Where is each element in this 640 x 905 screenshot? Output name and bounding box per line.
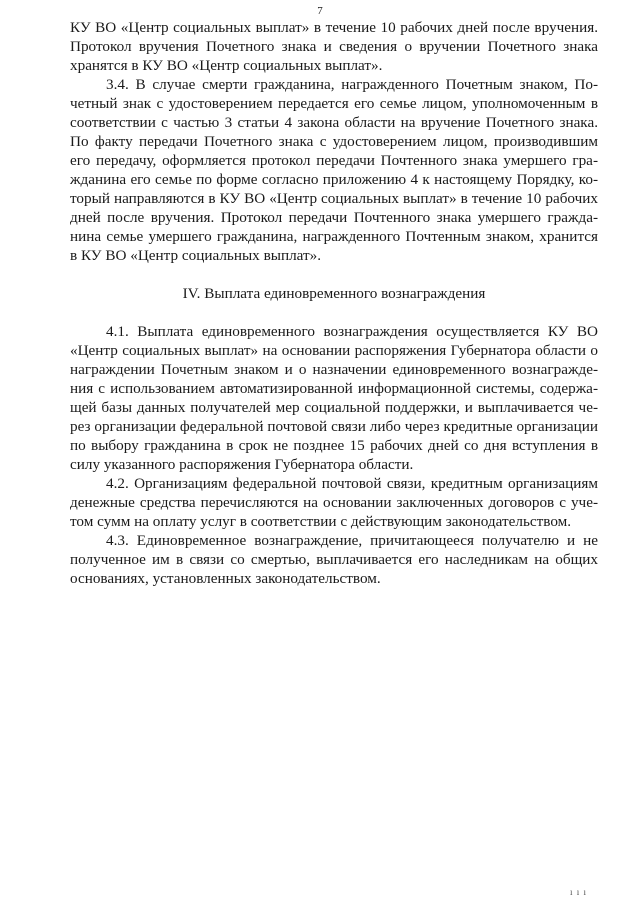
paragraph-4-2: 4.2. Организациям федеральной почтовой связи, кредитным организациям денежные средства перечисляются на основании заключенных договоров с учетом сумм на оплату услуг в соответствии с действующим законодательством. <box>70 475 598 530</box>
paragraph-continuation: КУ ВО «Центр социальных выплат» в течение 10 рабочих дней после вручения. Протокол вручения Почетного знака и сведения о вручении Почетного знака хранятся в КУ ВО «Центр социальных выплат». <box>70 19 598 74</box>
page-number: 7 <box>317 5 323 17</box>
paragraph-4-3: 4.3. Единовременное вознаграждение, причитающееся получателю и не полученное им в связи со смертью, выплачивается его наследникам на общих основаниях, установленных законодательством. <box>70 532 598 587</box>
paragraph-4-1: 4.1. Выплата единовременного вознаграждения осуществляется КУ ВО «Центр социальных выплат» на основании распоряжения Губернатора области о награждении Почетным знаком и о назначении единовременного вознаграждения с использованием автоматизированной информационной системы, содержащей базы данных получателей мер социальной поддержки, и выплачивается через организации федеральной почтовой связи либо через кредитные организации по выбору гражданина в срок не позднее 15 рабочих дней со дня вступления в силу указанного распоряжения Губернатора области. <box>70 323 598 473</box>
footer-mark: ı ı ı <box>570 887 588 897</box>
document-body <box>70 18 598 588</box>
paragraph-3-4: 3.4. В случае смерти гражданина, награжденного Почетным знаком, Почетный знак с удостоверением передается его семье лицом, уполномоченным в соответствии с частью 3 статьи 4 закона области на вручение Почетного знака. По факту передачи Почетного знака с удостоверением лицом, производившим его передачу, оформляется протокол передачи Почтенного знака умершего гражданина его семье по форме согласно приложению 4 к настоящему Порядку, который направляются в КУ ВО «Центр социальных выплат» в течение 10 рабочих дней после вручения. Протокол передачи Почтенного знака умершего гражданина семье умершего гражданина, награжденного Почтенным знаком, хранится в КУ ВО «Центр социальных выплат». <box>70 76 598 264</box>
section-title: IV. Выплата единовременного вознаграждения <box>182 285 486 302</box>
